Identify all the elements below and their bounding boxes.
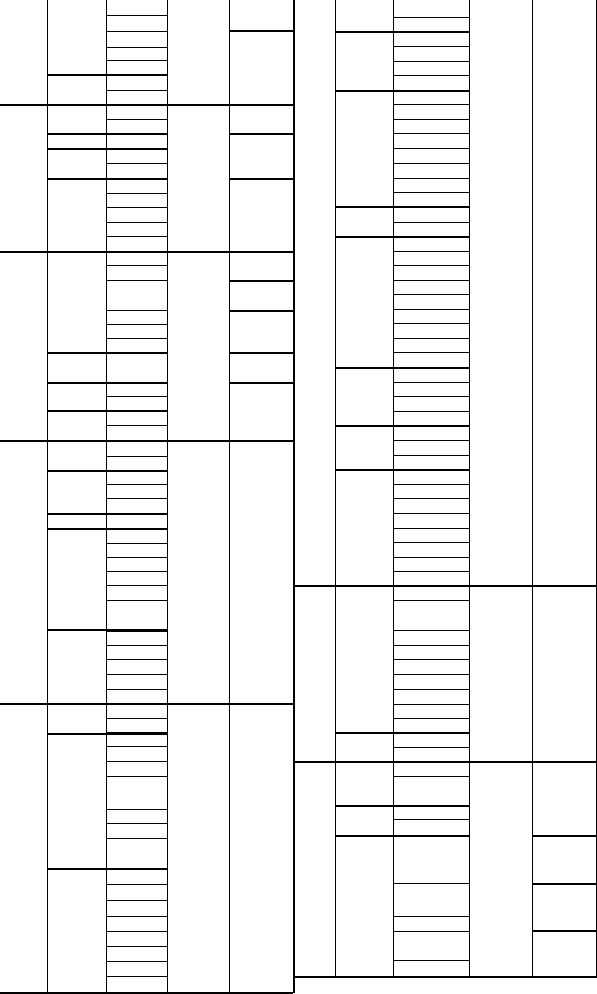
grid-line	[106, 571, 167, 572]
grid-line	[335, 805, 469, 807]
grid-line	[229, 178, 293, 180]
grid-line	[47, 178, 167, 180]
grid-line	[393, 747, 469, 748]
grid-line	[106, 838, 167, 839]
grid-line	[393, 819, 469, 820]
grid-line	[106, 645, 167, 646]
grid-line	[393, 265, 469, 266]
grid-line	[393, 323, 469, 324]
grid-line	[293, 976, 597, 978]
grid-line	[106, 484, 167, 485]
grid-line	[532, 0, 533, 976]
grid-line	[393, 119, 469, 120]
grid-line	[106, 47, 167, 48]
grid-line	[335, 425, 469, 427]
grid-line	[167, 0, 168, 992]
grid-line	[106, 746, 167, 747]
grid-line	[106, 324, 167, 325]
grid-line	[393, 192, 469, 193]
grid-line	[229, 382, 293, 384]
grid-line	[106, 916, 167, 917]
grid-line	[393, 46, 469, 47]
grid-line	[0, 104, 293, 106]
grid-line	[0, 703, 293, 705]
grid-line	[47, 382, 167, 384]
grid-line	[106, 90, 167, 91]
grid-line	[0, 251, 293, 253]
grid-line	[106, 425, 167, 426]
grid-line	[393, 513, 469, 514]
grid-line	[106, 900, 167, 901]
grid-line	[106, 280, 167, 281]
grid-line	[106, 931, 167, 932]
grid-line	[393, 396, 469, 397]
grid-line	[47, 352, 167, 354]
grid-line	[106, 631, 167, 632]
grid-line	[393, 75, 469, 76]
grid-line	[393, 776, 469, 777]
grid-line	[335, 835, 469, 837]
grid-line	[229, 0, 230, 992]
grid-line	[393, 104, 469, 105]
grid-line	[393, 704, 469, 705]
grid-line	[229, 30, 293, 32]
grid-line	[106, 543, 167, 544]
grid-line	[106, 236, 167, 237]
grid-line	[393, 133, 469, 134]
grid-line	[532, 883, 597, 885]
grid-line	[532, 835, 597, 837]
grid-line	[47, 148, 167, 150]
grid-line	[393, 484, 469, 485]
grid-line	[229, 133, 293, 135]
grid-line	[106, 456, 167, 457]
grid-line	[393, 931, 469, 932]
grid-line	[393, 630, 469, 631]
grid-line	[393, 659, 469, 660]
grid-line	[393, 17, 469, 18]
grid-line	[106, 585, 167, 586]
grid-line	[106, 0, 107, 992]
grid-line	[106, 310, 167, 311]
grid-line	[106, 557, 167, 558]
grid-line	[393, 455, 469, 456]
grid-line	[47, 528, 167, 530]
grid-line	[106, 222, 167, 223]
grid-line	[47, 133, 167, 135]
grid-line	[393, 222, 469, 223]
grid-line	[335, 732, 469, 734]
grid-line	[335, 236, 469, 238]
grid-line	[106, 718, 167, 719]
grid-line	[532, 930, 597, 932]
grid-line	[393, 674, 469, 675]
grid-line	[106, 674, 167, 675]
grid-line	[106, 659, 167, 660]
grid-line	[106, 498, 167, 499]
grid-line	[106, 976, 167, 977]
grid-line	[106, 961, 167, 962]
grid-line	[393, 61, 469, 62]
grid-line	[106, 809, 167, 810]
grid-line	[106, 776, 167, 777]
grid-line	[393, 557, 469, 558]
grid-line	[469, 0, 470, 976]
grid-line	[47, 0, 48, 992]
grid-line	[106, 884, 167, 885]
grid-line	[229, 280, 293, 282]
grid-line	[335, 0, 336, 976]
grid-line	[393, 309, 469, 310]
grid-line	[393, 916, 469, 917]
grid-line	[293, 585, 597, 587]
grid-line	[229, 352, 293, 354]
grid-line	[335, 367, 469, 369]
grid-line	[47, 513, 167, 515]
grid-line	[106, 946, 167, 947]
grid-line	[393, 689, 469, 690]
grid-line	[106, 338, 167, 339]
grid-line	[393, 542, 469, 543]
grid-line	[393, 528, 469, 529]
grid-line	[293, 585, 294, 976]
grid-line	[106, 15, 167, 16]
grid-line	[47, 733, 167, 735]
grid-line	[106, 265, 167, 266]
grid-line	[393, 338, 469, 339]
grid-line	[393, 600, 469, 601]
grid-line	[106, 163, 167, 164]
grid-line	[0, 440, 293, 442]
grid-line	[47, 74, 167, 76]
grid-line	[293, 761, 597, 763]
grid-line	[106, 119, 167, 120]
grid-line	[393, 960, 469, 961]
grid-line	[47, 868, 167, 870]
grid-line	[393, 440, 469, 441]
grid-line	[393, 294, 469, 295]
grid-line	[47, 410, 167, 412]
grid-line	[106, 60, 167, 61]
grid-line	[106, 761, 167, 762]
grid-line	[106, 600, 167, 601]
grid-line	[229, 310, 293, 312]
grid-line	[106, 823, 167, 824]
grid-line	[393, 883, 469, 884]
grid-line	[393, 645, 469, 646]
grid-line	[47, 470, 167, 472]
grid-line	[335, 31, 469, 33]
grid-line	[106, 207, 167, 208]
grid-line	[106, 689, 167, 690]
grid-line	[393, 163, 469, 164]
grid-line	[106, 193, 167, 194]
grid-line	[393, 411, 469, 412]
grid-line	[106, 396, 167, 397]
grid-line	[393, 571, 469, 572]
grid-line	[393, 718, 469, 719]
grid-line	[393, 148, 469, 149]
grid-line	[393, 178, 469, 179]
grid-line	[47, 629, 167, 631]
grid-line	[106, 31, 167, 32]
grid-line	[393, 352, 469, 353]
grid-line	[335, 206, 469, 208]
grid-line	[393, 280, 469, 281]
grid-line	[393, 0, 394, 976]
grid-line	[393, 251, 469, 252]
grid-line	[393, 382, 469, 383]
grid-line	[393, 498, 469, 499]
grid-line	[335, 90, 469, 92]
grid-line	[335, 469, 469, 471]
